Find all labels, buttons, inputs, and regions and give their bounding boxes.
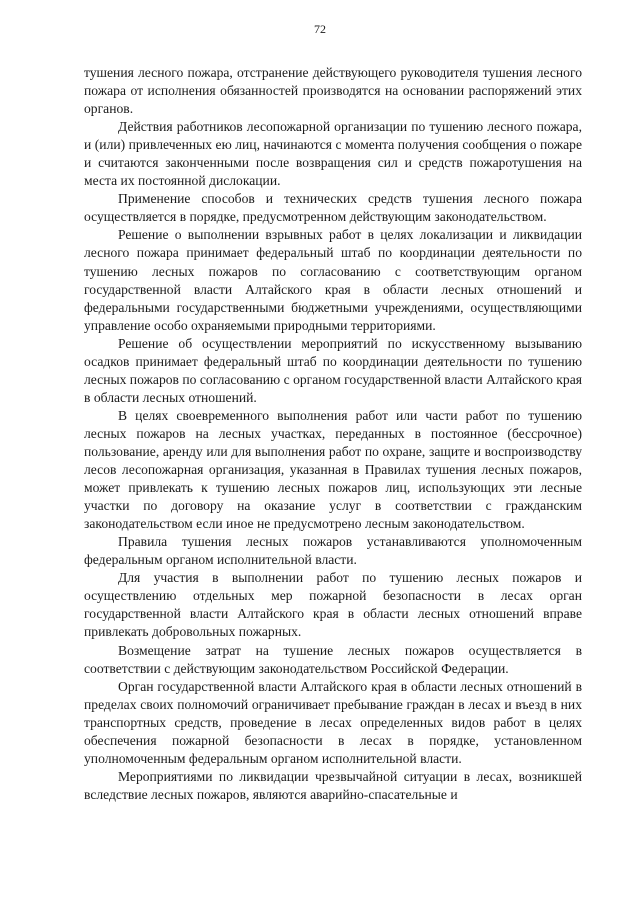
document-body [84, 64, 582, 804]
paragraph-land-users-involvement: В целях своевременного выполнения работ или части работ по тушению лесных пожаров на лесных участках, переданных в постоянное (бессрочное) пользование, аренду или для выполнения работ по охране, защите и воспроизводству лесов лесопожарная организация, указанная в Правилах тушения лесных пожаров, может привлекать к тушению лесных пожаров лиц, использующих эти лесные участки по договору на оказание услуг в соответствии с гражданским законодательством если иное не предусмотрено лесным законодательством. [84, 407, 582, 532]
paragraph-methods-and-means: Применение способов и технических средств тушения лесного пожара осуществляется в порядке, предусмотренном действующим законодательством. [84, 191, 582, 225]
page-number: 72 [314, 22, 326, 36]
paragraph-artificial-precipitation: Решение об осуществлении мероприятий по искусственному вызыванию осадков принимает федеральный штаб по координации деятельности по тушению лесных пожаров по согласованию с органом государственной власти Алтайского края в области лесных отношений. [84, 335, 582, 405]
paragraph-firefighting-rules: Правила тушения лесных пожаров устанавливаются уполномоченным федеральным органом исполнительной власти. [84, 534, 582, 568]
paragraph-blasting-works: Решение о выполнении взрывных работ в целях локализации и ликвидации лесного пожара принимает федеральный штаб по координации деятельности по тушению лесных пожаров по согласованию с соответствующим органом государственной власти Алтайского края в области лесных отношений и федеральными государственными бюджетными учреждениями, осуществляющими управление особо охраняемыми природными территориями. [84, 227, 582, 333]
paragraph-emergency-measures: Мероприятиями по ликвидации чрезвычайной ситуации в лесах, возникшей вследствие лесных пожаров, являются аварийно-спасательные и [84, 768, 582, 802]
paragraph-volunteer-firefighters: Для участия в выполнении работ по тушению лесных пожаров и осуществлению отдельных мер пожарной безопасности в лесах орган государственной власти Алтайского края в области лесных отношений вправе привлекать добровольных пожарных. [84, 570, 582, 640]
paragraph-cost-reimbursement: Возмещение затрат на тушение лесных пожаров осуществляется в соответствии с действующим законодательством Российской Федерации. [84, 642, 582, 676]
paragraph-fire-organization-actions: Действия работников лесопожарной организации по тушению лесного пожара, и (или) привлеченных ею лиц, начинаются с момента получения сообщения о пожаре и считаются законченными после возвращения сил и средств пожаротушения на места их постоянной дислокации. [84, 119, 582, 189]
paragraph-access-restrictions: Орган государственной власти Алтайского края в области лесных отношений в пределах своих полномочий ограничивает пребывание граждан в лесах и въезд в них транспортных средств, проведение в лесах определенных видов работ в целях обеспечения пожарной безопасности в лесах в порядке, установленном уполномоченным федеральным органом исполнительной власти. [84, 678, 582, 766]
paragraph-continuation: тушения лесного пожара, отстранение действующего руководителя тушения лесного пожара от исполнения обязанностей производятся на основании распоряжений этих органов. [84, 65, 582, 117]
